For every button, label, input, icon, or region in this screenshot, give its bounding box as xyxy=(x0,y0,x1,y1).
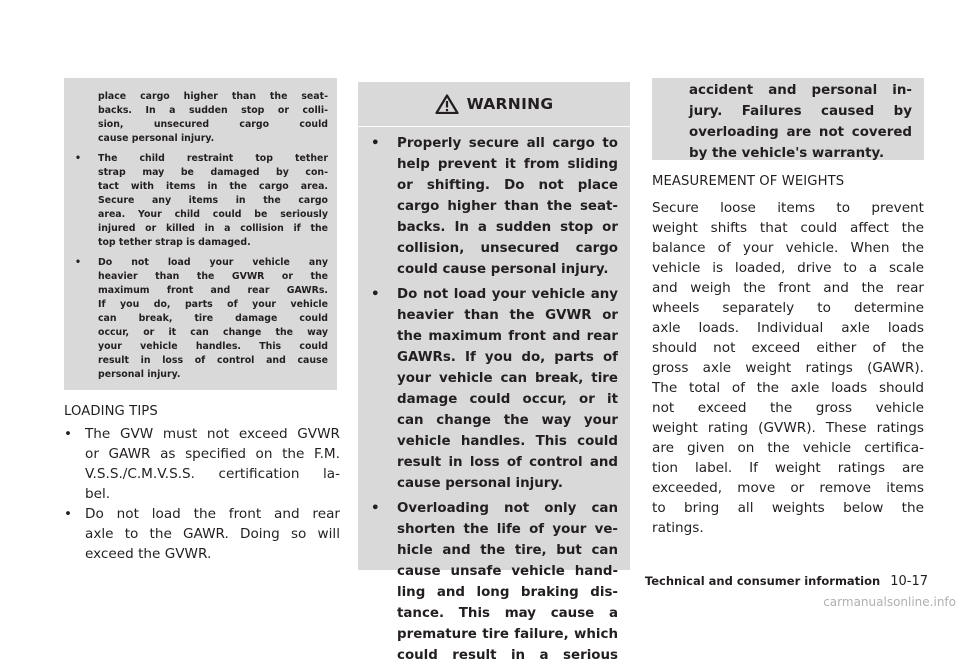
bullet: • xyxy=(75,257,81,268)
bullet: • xyxy=(371,136,380,151)
page-footer xyxy=(612,571,928,591)
warning-box xyxy=(358,82,630,663)
bullet: • xyxy=(371,287,380,302)
measurement-section xyxy=(652,172,924,538)
warning-continuation-box xyxy=(64,78,337,390)
loading-tip-item: • The GVW must not exceed GVWR or GAWR as specified on the F.M. V.S.S./C.M.V.S.S. certification la- bel. xyxy=(64,426,340,502)
warning-triangle-icon xyxy=(435,94,459,114)
bullet: • xyxy=(64,426,73,442)
warning-title: WARNING xyxy=(466,95,554,113)
bullet: • xyxy=(371,501,380,516)
watermark: carmanualsonline.info xyxy=(823,595,956,609)
warning-continuation-box-2 xyxy=(652,78,924,160)
page-number: 10-17 xyxy=(890,573,928,589)
warning-item-secure-cargo: • Properly secure all cargo to help prevent it from sliding or shifting. Do not place cargo higher than the seat- backs. In a sudden stop or collision, unsecured cargo could cause personal injury. xyxy=(371,133,618,280)
warning-item-gvwr: • Do not load your vehicle any heavier than the GVWR or the maximum front and rear GAWRs. If you do, parts of your vehicle can break, tire damage could occur, or it can change the way your vehicle handles. This could result in loss of control and cause personal injury. xyxy=(75,257,328,380)
warning-item-overloading: • Overloading not only can shorten the life of your ve- hicle and the tire, but can cause unsafe vehicle hand- ling and long braking dis- tance. This may cause a premature tire failure, which could result in a serious xyxy=(371,498,618,666)
loading-tips-section xyxy=(64,402,340,564)
bullet: • xyxy=(75,153,81,164)
warning-item-overloading-continued: accident and personal in- jury. Failures caused by overloading are not covered by the vehicle's warranty. xyxy=(689,83,912,161)
measurement-paragraph: Secure loose items to prevent weight shifts that could affect the balance of your vehicle. When the vehicle is loaded, drive to a scale and weigh the front and the rear wheels separately to determine axle loads. Individual axle loads should not exceed either of the gross axle weight ratings (GAWR). The total of the axle loads should not exceed the gross vehicle weight rating (GVWR). These ratings are given on the vehicle certifica- tion label. If weight ratings are exceeded, move or remove items to bring all weights below the ratings. xyxy=(652,200,924,536)
loading-tips-heading: LOADING TIPS xyxy=(64,404,158,419)
warning-item-continued: place cargo higher than the seat- backs. In a sudden stop or colli- sion, unsecured cargo could cause personal injury. xyxy=(98,91,328,144)
measurement-heading: MEASUREMENT OF WEIGHTS xyxy=(652,174,845,189)
section-title: Technical and consumer information xyxy=(644,574,881,588)
warning-header xyxy=(358,82,630,127)
loading-tip-item: • Do not load the front and rear axle to the GAWR. Doing so will exceed the GVWR. xyxy=(64,506,340,562)
warning-item-gvwr-large: • Do not load your vehicle any heavier than the GVWR or the maximum front and rear GAWRs. If you do, parts of your vehicle can break, tire damage could occur, or it can change the way your vehicle handles. This could result in loss of control and cause personal injury. xyxy=(371,284,618,494)
bullet: • xyxy=(64,506,73,522)
warning-item-top-tether: • The child restraint top tether strap may be damaged by con- tact with items in the cargo area. Secure any items in the cargo area. Your child could be seriously injured or killed in a collision if the top tether strap is damaged. xyxy=(75,153,328,248)
